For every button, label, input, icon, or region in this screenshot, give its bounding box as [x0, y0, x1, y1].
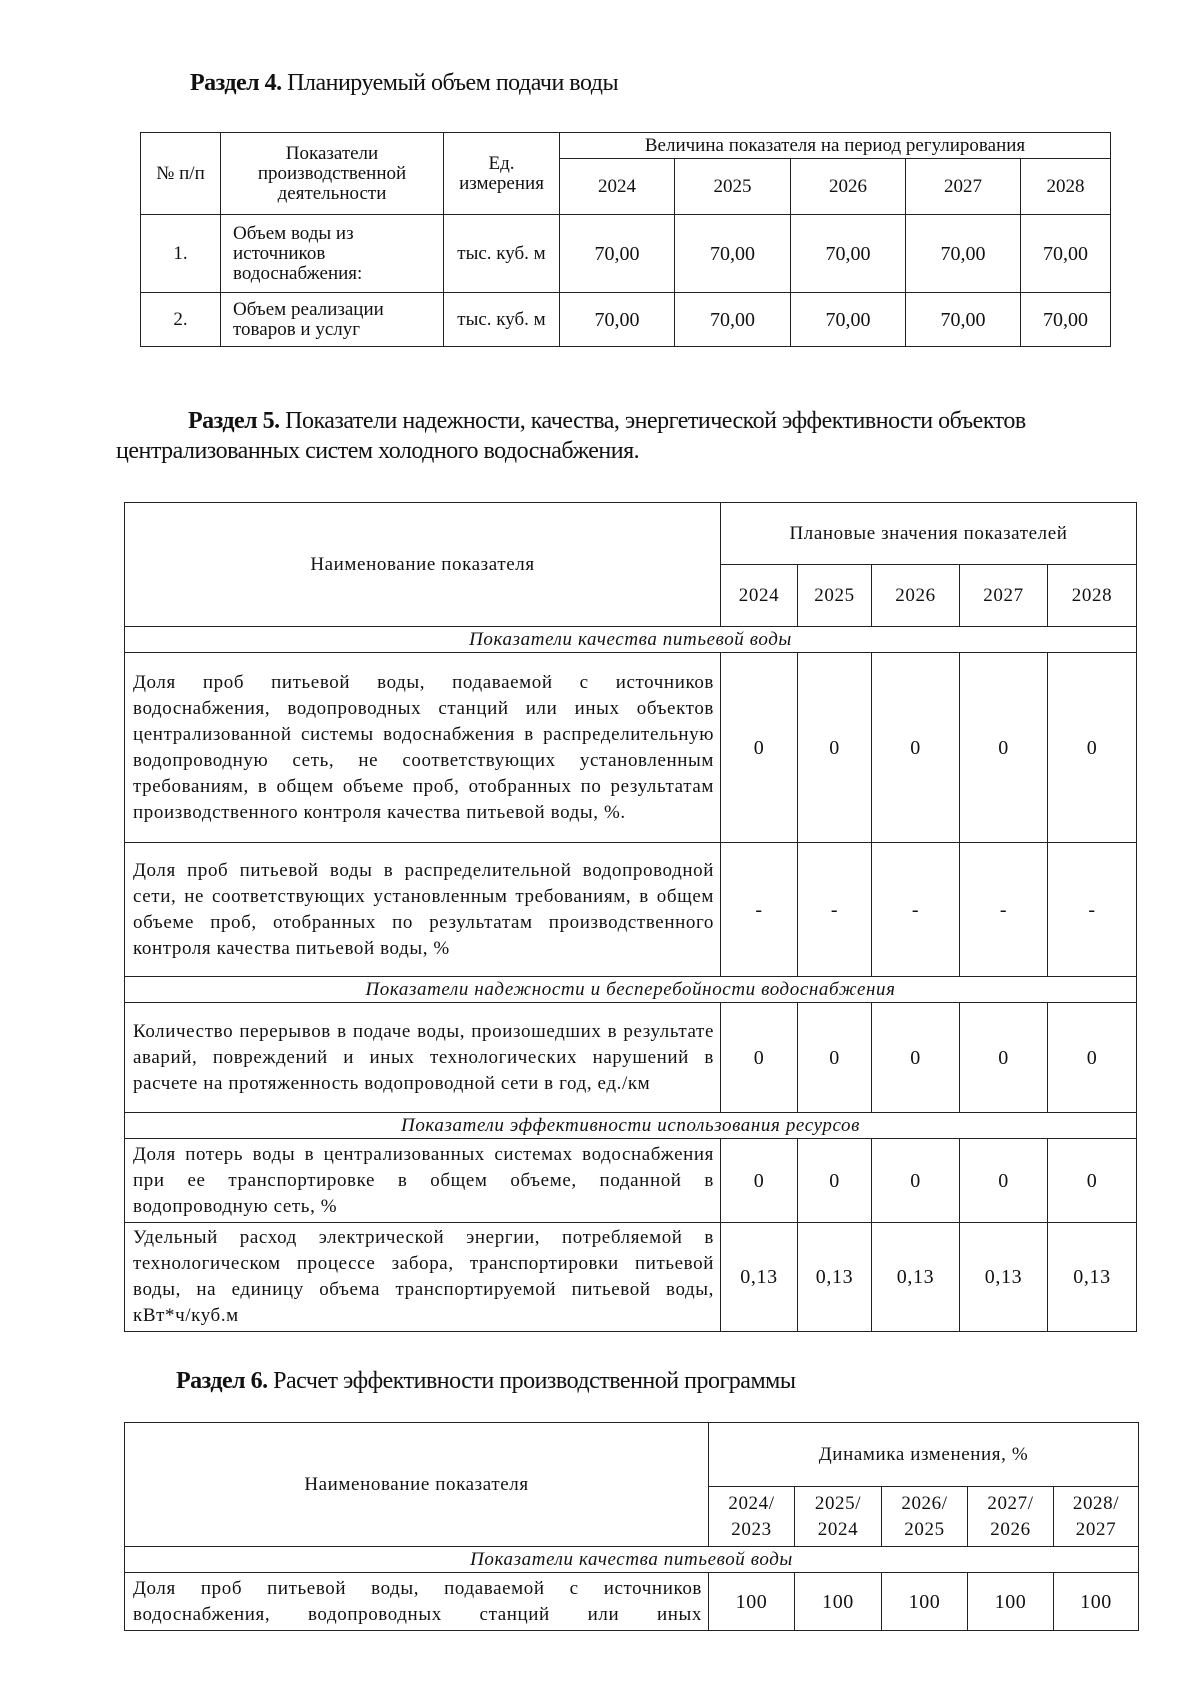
header-period: 2027/ 2026 [968, 1487, 1054, 1547]
row-name: Удельный расход электрической энергии, потребляемой в технологическом процессе забора, транспортировки питьевой воды, на единицу объема транспортируемой питьевой воды, кВт*ч/куб.м [125, 1223, 721, 1332]
row-value: 0 [960, 1003, 1048, 1113]
header-year: 2025 [675, 159, 791, 215]
row-value: 70,00 [1021, 293, 1111, 347]
table-header-row [125, 503, 1137, 565]
header-period: 2028/ 2027 [1054, 1487, 1139, 1547]
table-row [125, 1003, 1137, 1113]
header-name: Наименование показателя [125, 1423, 709, 1547]
header-year: 2024 [721, 565, 798, 627]
row-value: 70,00 [1021, 215, 1111, 293]
row-value: - [872, 843, 960, 977]
row-value: 0 [798, 1139, 872, 1223]
header-period: 2024/ 2023 [709, 1487, 795, 1547]
header-year: 2024 [560, 159, 675, 215]
header-year: 2028 [1048, 565, 1137, 627]
category-row [125, 1113, 1137, 1139]
category-row [125, 627, 1137, 653]
row-value: 70,00 [906, 215, 1021, 293]
header-dynamics: Динамика изменения, % [709, 1423, 1139, 1487]
row-name: Доля проб питьевой воды, подаваемой с источников водоснабжения, водопроводных станций или иных объектов централизованной системы водоснабжения в распределительную водопроводную сеть, не соответствующих установленным требованиям, в общем объеме проб, отобранных по результатам производственного контроля качества питьевой воды, %. [125, 653, 721, 843]
row-value: 70,00 [560, 293, 675, 347]
row-value: 0,13 [798, 1223, 872, 1332]
header-year: 2027 [906, 159, 1021, 215]
table-row [125, 1139, 1137, 1223]
table-row [141, 215, 1111, 293]
row-unit: тыс. куб. м [444, 293, 560, 347]
category-title: Показатели надежности и бесперебойности водоснабжения [125, 977, 1137, 1003]
header-year: 2027 [960, 565, 1048, 627]
row-name: Объем воды из источников водоснабжения: [221, 215, 444, 293]
header-year: 2025 [798, 565, 872, 627]
row-value: 70,00 [791, 215, 906, 293]
row-value: 70,00 [675, 215, 791, 293]
section6-table [124, 1422, 1139, 1631]
row-value: 0,13 [960, 1223, 1048, 1332]
section6-heading: Раздел 6. Расчет эффективности производственной программы [176, 1368, 796, 1394]
header-year: 2026 [791, 159, 906, 215]
row-name: Доля проб питьевой воды в распределительной водопроводной сети, не соответствующих установленным требованиям, в общем объеме проб, отобранных по результатам производственного контроля качества питьевой воды, % [125, 843, 721, 977]
header-year: 2028 [1021, 159, 1111, 215]
row-name: Объем реализации товаров и услуг [221, 293, 444, 347]
section5-heading: Раздел 5. Показатели надежности, качества, энергетической эффективности объектов централизованных систем холодного водоснабжения. [116, 408, 1026, 464]
table-header-row [125, 1423, 1139, 1487]
row-value: 0,13 [721, 1223, 798, 1332]
row-value: 0 [1048, 1139, 1137, 1223]
section5-table [124, 502, 1137, 1332]
row-name: Доля потерь воды в централизованных системах водоснабжения при ее транспортировке в общем объеме, поданной в водопроводную сеть, % [125, 1139, 721, 1223]
header-num: № п/п [141, 133, 221, 215]
header-planned: Плановые значения показателей [721, 503, 1137, 565]
row-value: 100 [795, 1573, 882, 1631]
row-value: 70,00 [675, 293, 791, 347]
table-row [125, 1573, 1139, 1631]
row-value: 100 [968, 1573, 1054, 1631]
section4-heading: Раздел 4. Планируемый объем подачи воды [190, 70, 619, 96]
category-title: Показатели качества питьевой воды [125, 1547, 1139, 1573]
category-row [125, 977, 1137, 1003]
table-row [125, 843, 1137, 977]
category-row [125, 1547, 1139, 1573]
row-value: 70,00 [560, 215, 675, 293]
header-indicator: Показатели производственной деятельности [221, 133, 444, 215]
table-header-row [141, 133, 1111, 159]
row-value: - [1048, 843, 1137, 977]
row-value: 0 [1048, 1003, 1137, 1113]
row-num: 2. [141, 293, 221, 347]
header-period: 2025/ 2024 [795, 1487, 882, 1547]
table-row [125, 653, 1137, 843]
table-row [125, 1223, 1137, 1332]
row-name: Количество перерывов в подаче воды, произошедших в результате аварий, повреждений и иных технологических нарушений в расчете на протяженность водопроводной сети в год, ед./км [125, 1003, 721, 1113]
row-unit: тыс. куб. м [444, 215, 560, 293]
row-value: 0 [798, 1003, 872, 1113]
row-value: 0 [721, 1139, 798, 1223]
table-row [141, 293, 1111, 347]
row-value: 70,00 [791, 293, 906, 347]
row-name: Доля проб питьевой воды, подаваемой с источников водоснабжения, водопроводных станций или иных [125, 1573, 709, 1631]
row-value: 70,00 [906, 293, 1021, 347]
row-value: 0 [798, 653, 872, 843]
row-value: 0 [960, 1139, 1048, 1223]
row-value: 100 [882, 1573, 968, 1631]
row-num: 1. [141, 215, 221, 293]
row-value: 100 [709, 1573, 795, 1631]
header-name: Наименование показателя [125, 503, 721, 627]
row-value: 0 [872, 1003, 960, 1113]
row-value: 0,13 [872, 1223, 960, 1332]
row-value: 0 [872, 653, 960, 843]
header-year: 2026 [872, 565, 960, 627]
row-value: 0 [721, 1003, 798, 1113]
row-value: 0 [960, 653, 1048, 843]
category-title: Показатели эффективности использования ресурсов [125, 1113, 1137, 1139]
row-value: - [798, 843, 872, 977]
row-value: 0 [721, 653, 798, 843]
row-value: - [960, 843, 1048, 977]
row-value: 0,13 [1048, 1223, 1137, 1332]
row-value: 0 [1048, 653, 1137, 843]
header-period: 2026/ 2025 [882, 1487, 968, 1547]
section4-table [140, 132, 1111, 347]
header-unit: Ед. измерения [444, 133, 560, 215]
row-value: 0 [872, 1139, 960, 1223]
row-value: - [721, 843, 798, 977]
row-value: 100 [1054, 1573, 1139, 1631]
header-period: Величина показателя на период регулирования [560, 133, 1111, 159]
category-title: Показатели качества питьевой воды [125, 627, 1137, 653]
